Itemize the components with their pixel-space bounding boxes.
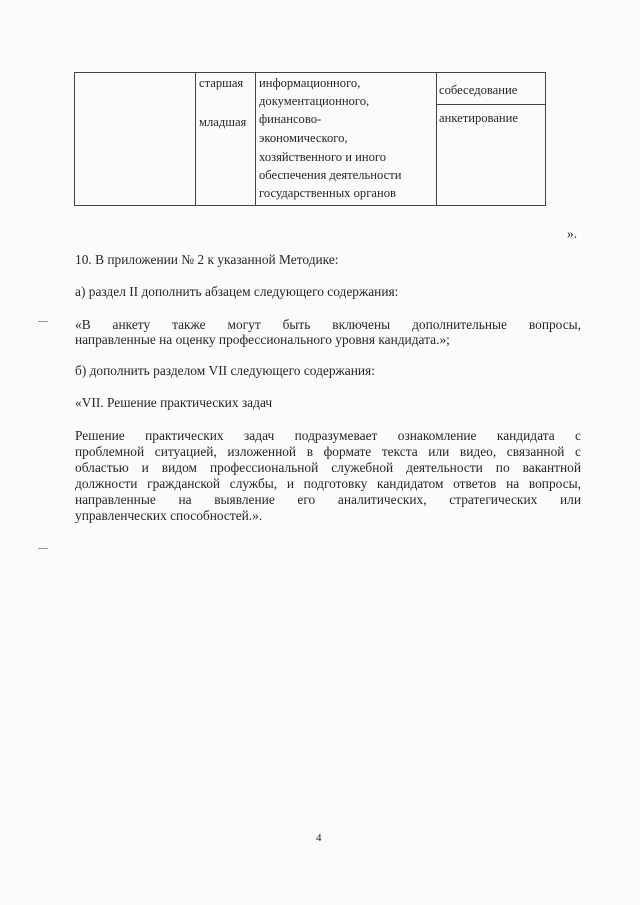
function-line: обеспечения деятельности	[259, 168, 402, 182]
method-survey: анкетирование	[439, 111, 518, 125]
body-line: проблемной ситуацией, изложенной в формате текста или видео, связанной с	[75, 444, 581, 459]
function-line: хозяйственного и иного	[259, 150, 387, 164]
paragraph-a: а) раздел II дополнить абзацем следующего содержания:	[75, 284, 399, 299]
quote-1-line-2: направленные на оценку профессионального уровня кандидата.»;	[75, 332, 450, 347]
body-line: управленческих способностей.».	[75, 508, 263, 523]
body-line: Решение практических задач подразумевает ознакомление кандидата с	[75, 428, 581, 443]
table-col-border	[255, 72, 256, 206]
scan-speck	[38, 548, 48, 549]
scan-speck	[38, 321, 48, 322]
grade-senior: старшая	[199, 76, 244, 90]
function-line: экономического,	[259, 131, 348, 145]
table-method-divider	[436, 104, 546, 105]
table-bottom-border	[74, 205, 546, 206]
table-col-border	[436, 72, 437, 206]
page-number: 4	[316, 832, 322, 844]
quote-1-line-1: «В анкету также могут быть включены дополнительные вопросы,	[75, 317, 581, 332]
table-right-border	[545, 72, 546, 206]
body-line: областью и видом профессиональной служебной деятельности по вакантной	[75, 460, 581, 475]
grade-junior: младшая	[199, 115, 247, 129]
table-col-border	[195, 72, 196, 206]
body-line: должности гражданской службы, и подготовку кандидатом ответов на вопросы,	[75, 476, 581, 491]
evaluation-table	[74, 72, 546, 206]
function-line: документационного,	[259, 94, 370, 108]
function-line: информационного,	[259, 76, 361, 90]
table-left-border	[74, 72, 75, 206]
body-line: направленные на выявление его аналитических, стратегических или	[75, 492, 581, 507]
closing-quote: ».	[567, 226, 578, 241]
function-line: финансово-	[259, 112, 322, 126]
section-vii-title: «VII. Решение практических задач	[75, 395, 273, 410]
table-top-border	[74, 72, 546, 73]
paragraph-10: 10. В приложении № 2 к указанной Методике:	[75, 252, 339, 267]
function-line: государственных органов	[259, 186, 396, 200]
paragraph-b: б) дополнить разделом VII следующего содержания:	[75, 363, 375, 378]
method-interview: собеседование	[439, 83, 518, 97]
